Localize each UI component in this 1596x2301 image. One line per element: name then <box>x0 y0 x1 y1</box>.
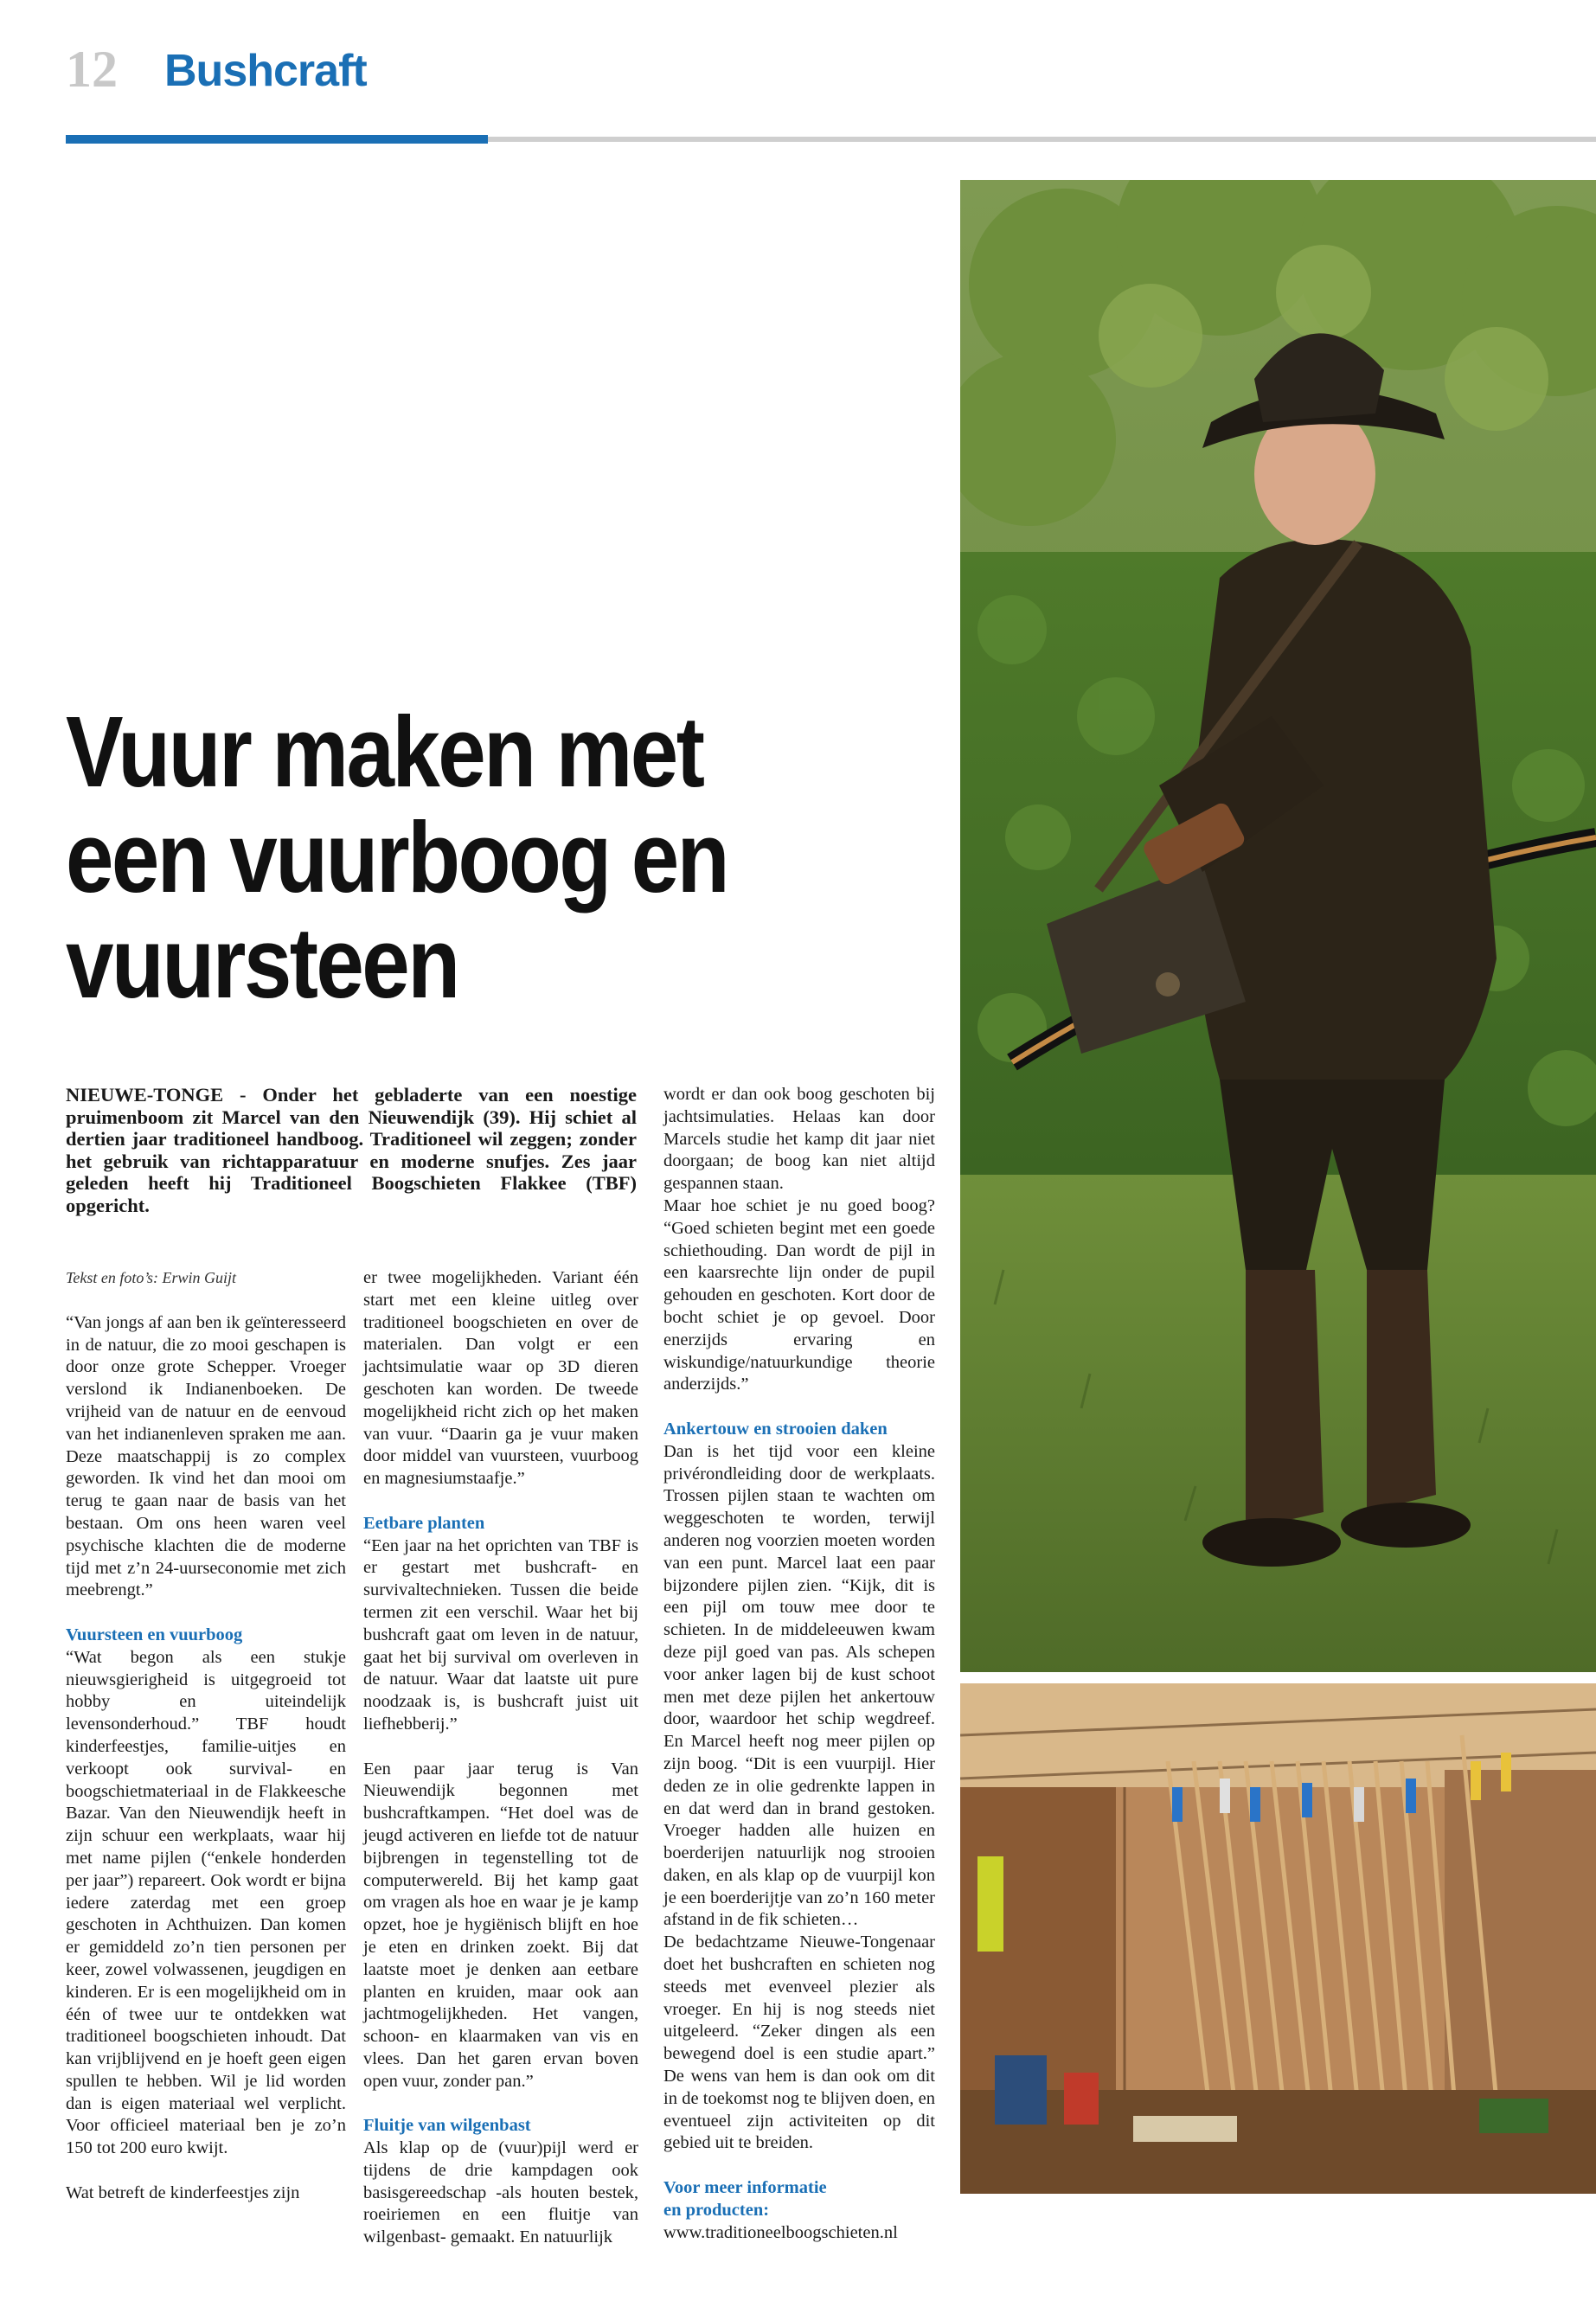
subheading: Ankertouw en strooien daken <box>663 1419 888 1439</box>
subheading-info <box>663 2177 935 2222</box>
paragraph: er twee mogelijkheden. Variant één start met een kleine uitleg over traditioneel boogschieten en over de materialen. Dan volgt er een jachtsimulatie waar op 3D dieren geschoten kan worden. De tweede mogelijkheid richt zich op het maken van vuur. “Daarin ga je vuur maken door middel van vuursteen, vuurboog en magnesiumstaafje.” <box>363 1268 638 1489</box>
header-rule-accent <box>66 135 488 144</box>
paragraph: “Van jongs af aan ben ik geïnteresseerd in de natuur, die zo mooi geschapen is door onze grote Schepper. Vroeger verslond ik Indianenboeken. De vrijheid van de natuur en de eenvoud van het indianenleven spraken me aan. Deze maatschappij is zo complex geworden. Ik vind het dan mooi om terug te gaan naar de basis van het bestaan. Om ons heen waren veel psychische klachten die de moderne tijd met z’n 24-uurseconomie met zich meebrengt.” <box>66 1312 346 1600</box>
headline-line-1: Vuur maken met <box>66 695 703 808</box>
paragraph: De bedachtzame Nieuwe-Tongenaar doet het bushcraften en schieten nog steeds met evenveel plezier als vroeger. En hij is nog steeds niet uitgeleerd. “Zeker dingen als een bewegend doel is een studie apart.” De wens van hem is dan ook om dit in de toekomst nog te blijven doen, en eventueel zijn activiteiten op dit gebied uit te breiden. <box>663 1932 935 2153</box>
subheading-line-2: en producten: <box>663 2200 770 2220</box>
subheading: Eetbare planten <box>363 1513 485 1533</box>
paragraph: Als klap op de (vuur)pijl werd er tijdens de drie kampdagen ook basisgereedschap -als houten bestek, roeiriemen en een fluitje van wilgenbast- gemaakt. En natuurlijk <box>363 2138 638 2247</box>
paragraph: Maar hoe schiet je nu goed boog? “Goed schieten begint met een goede schiethouding. Dan wordt de pijl in een kaarsrechte lijn onder de pupil gehouden en geschoten. Kort door de bocht schiet je op gevoel. Door enerzijds ervaring en wiskundige/natuurkundige theorie anderzijds.” <box>663 1195 935 1394</box>
paragraph: “Een jaar na het oprichten van TBF is er gestart met bushcraft- en survivaltechnieken. Tussen die beide termen zit een verschil. Waar het bij bushcraft gaat om leven in de natuur, gaat het bij survival om overleven in de natuur. Waar dat laatste uit pure noodzaak is, is bushcraft juist uit liefhebberij.” <box>363 1535 638 1734</box>
article-column-2 <box>363 1267 638 2249</box>
paragraph: “Wat begon als een stukje nieuwsgierigheid is uitgegroeid tot hobby en uiteindelijk levensonderhoud.” TBF houdt kinderfeestjes, familie-uitjes en verkoopt ook survival- en boogschietmateriaal in de Flakkeesche Bazar. Van den Nieuwendijk heeft in zijn schuur een werkplaats, waar hij met name pijlen (“enkele honderden per jaar”) repareert. Ook wordt er bijna iedere zaterdag met een groep geschoten in Achthuizen. Dan komen er gemiddeld zo’n tien personen per keer, zowel volwassenen, jeugdigen en kinderen. Er is een mogelijkheid om in één of twee uur te ontdekken wat traditioneel boogschieten inhoudt. Dat kan vrijblijvend en je hoeft geen eigen spullen te hebben. Wil je lid worden dan is eigen materiaal wel verplicht. Voor officieel materiaal ben je zo’n 150 tot 200 euro kwijt. <box>66 1647 346 2158</box>
photo-archer <box>960 180 1596 1672</box>
photo-workshop <box>960 1683 1596 2194</box>
paragraph: Een paar jaar terug is Van Nieuwendijk begonnen met bushcraftkampen. “Het doel was de jeugd activeren en liefde tot de natuur bijbrengen in tegenstelling tot de computerwereld. Bij het kamp gaat om vragen als hoe en waar je je kamp opzet, hoe je hygiënisch blijft en hoe je eten en drinken zoekt. Bij dat laatste moet je denken aan eetbare planten en kruiden, maar ook aan jachtmogelijkheden. Het vangen, schoon- en klaarmaken van vis en vlees. Dan het garen ervan boven open vuur, zonder pan.” <box>363 1759 638 2091</box>
subheading: Vuursteen en vuurboog <box>66 1625 243 1644</box>
article-headline <box>66 695 810 1019</box>
section-title: Bushcraft <box>164 46 367 96</box>
paragraph: Dan is het tijd voor een kleine privérondleiding door de werkplaats. Trossen pijlen staan te wachten om weggeschoten te worden, terwijl anderen nog voorzien moeten worden van een punt. Marcel laat een paar bijzondere pijlen zien. “Kijk, dit is een pijl om touw mee door te schieten. In de middeleeuwen kwam deze pijl goed van pas. Als schepen voor anker lagen bij de kust schoot men met deze pijlen het ankertouw door, waardoor het schip wegdreef. En Marcel heeft nog meer pijlen op zijn boog. “Dit is een vuurpijl. Hier deden ze in olie gedrenkte lappen in en dat werd dan in brand gestoken. Vroeger hadden alle huizen en boerderijen natuurlijk nog strooien daken, en als klap op de vuurpijl kon je een boerderijtje van zo’n 160 meter afstand in de fik schieten… <box>663 1441 935 1930</box>
paragraph: wordt er dan ook boog geschoten bij jachtsimulaties. Helaas kan door Marcels studie het kamp dit jaar niet doorgaan; de boog kan niet altijd gespannen staan. <box>663 1085 935 1194</box>
article-column-3 <box>663 1084 935 2244</box>
subheading-line-1: Voor meer informatie <box>663 2178 827 2198</box>
article-column-1 <box>66 1267 346 2205</box>
photo-credit: Tekst en foto’s: Erwin Guijt <box>66 1269 237 1286</box>
website-link[interactable]: www.traditioneelboogschieten.nl <box>663 2222 898 2242</box>
subheading: Fluitje van wilgenbast <box>363 2116 531 2136</box>
paragraph: Wat betreft de kinderfeestjes zijn <box>66 2182 300 2202</box>
headline-line-2: een vuurboog en <box>66 801 727 913</box>
article-intro: NIEUWE-TONGE - Onder het gebladerte van een noestige pruimenboom zit Marcel van den Nieuwendijk (39). Hij schiet al dertien jaar traditioneel handboog. Traditioneel wil zeggen; zonder het gebruik van richtapparatuur en moderne snufjes. Zes jaar geleden heeft hij Traditioneel Boogschieten Flakkee (TBF) opgericht. <box>66 1084 637 1216</box>
headline-line-3: vuursteen <box>66 907 458 1019</box>
page-number: 12 <box>66 41 118 98</box>
